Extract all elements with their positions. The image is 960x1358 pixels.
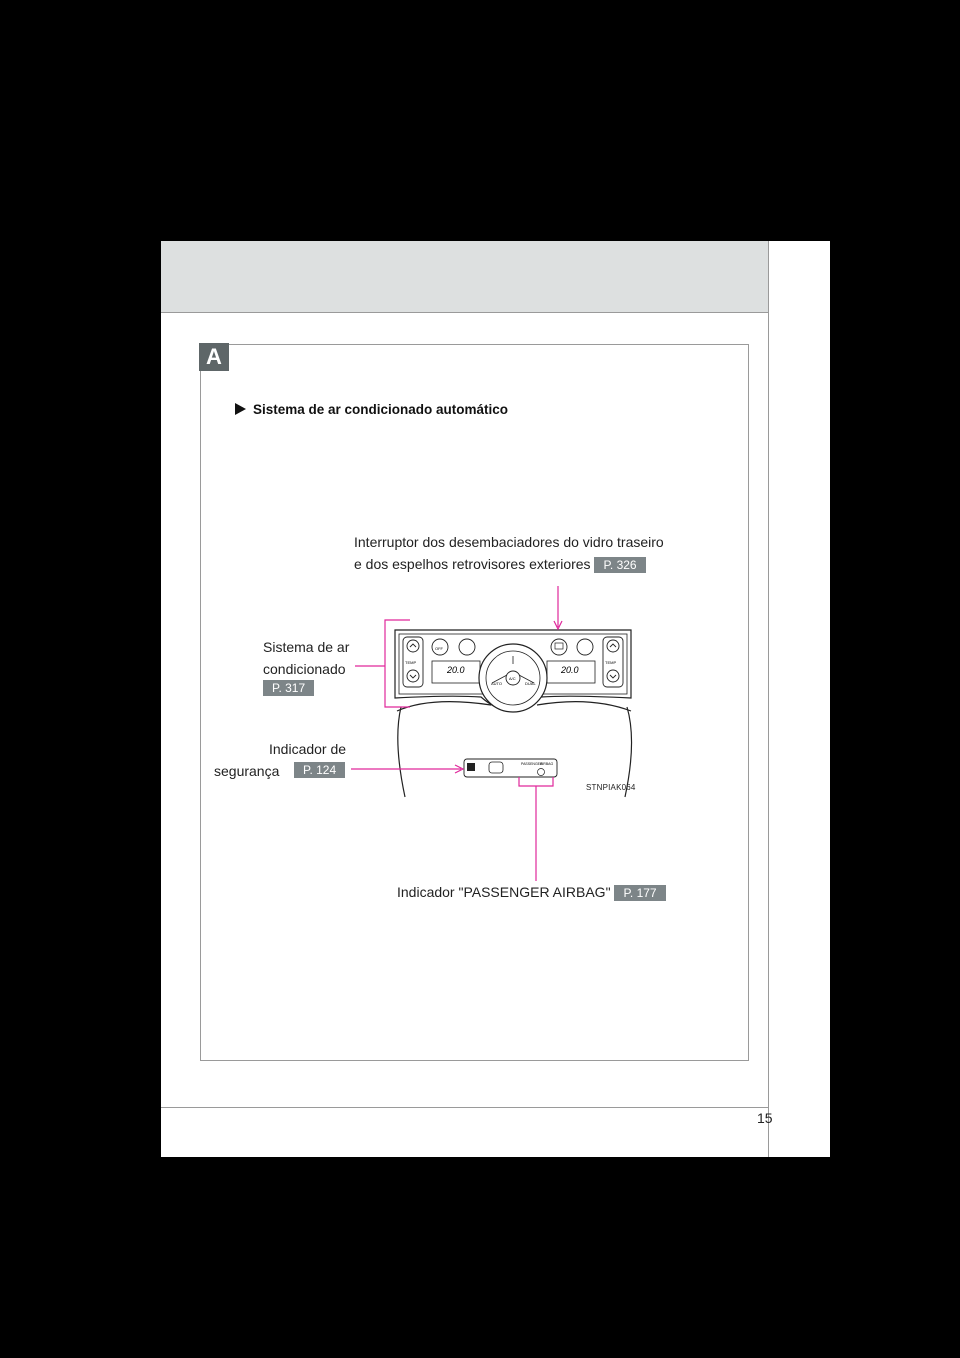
ac-button-label: A/C [509,676,516,681]
defogger-label-text: e dos espelhos retrovisores exteriores [354,556,591,572]
page-number: 15 [757,1110,773,1126]
temp-right-display: 20.0 [561,665,579,675]
ac-page-ref[interactable]: P. 317 [263,680,314,696]
airbag-bracket [519,777,553,786]
indicator-airbag-text: AIRBAG [540,762,554,766]
indicator-passenger-text: PASSENGER [521,762,543,766]
climate-panel-illustration [161,241,830,1157]
security-label-line2: segurança [214,763,280,779]
dashboard-outline [397,702,632,797]
section-tab: A [199,343,229,371]
off-button-label: OFF [435,646,443,651]
ac-label-line1: Sistema de ar [263,639,350,655]
security-label-line1: Indicador de [269,741,347,757]
ac-label-line2: condicionado [263,661,346,677]
subtitle-text: Sistema de ar condicionado automático [253,402,509,417]
airbag-label-text: Indicador "PASSENGER AIRBAG" [397,884,611,900]
temp-right-label: TEMP [605,660,617,665]
defogger-label-line1: Interruptor dos desembaciadores do vidro traseiro [354,534,664,550]
manual-page [161,241,830,1157]
dual-button-label: DUAL [525,681,536,686]
defogger-page-ref[interactable]: P. 326 [594,557,645,573]
auto-button-label: AUTO [491,681,503,686]
indicator-strip [464,759,557,777]
temp-left-label: TEMP [405,660,417,665]
security-page-ref[interactable]: P. 124 [294,762,345,778]
image-code: STNPIAK064 [586,783,636,792]
airbag-page-ref[interactable]: P. 177 [614,885,665,901]
temp-left-display: 20.0 [447,665,465,675]
climate-control-unit [395,630,631,712]
